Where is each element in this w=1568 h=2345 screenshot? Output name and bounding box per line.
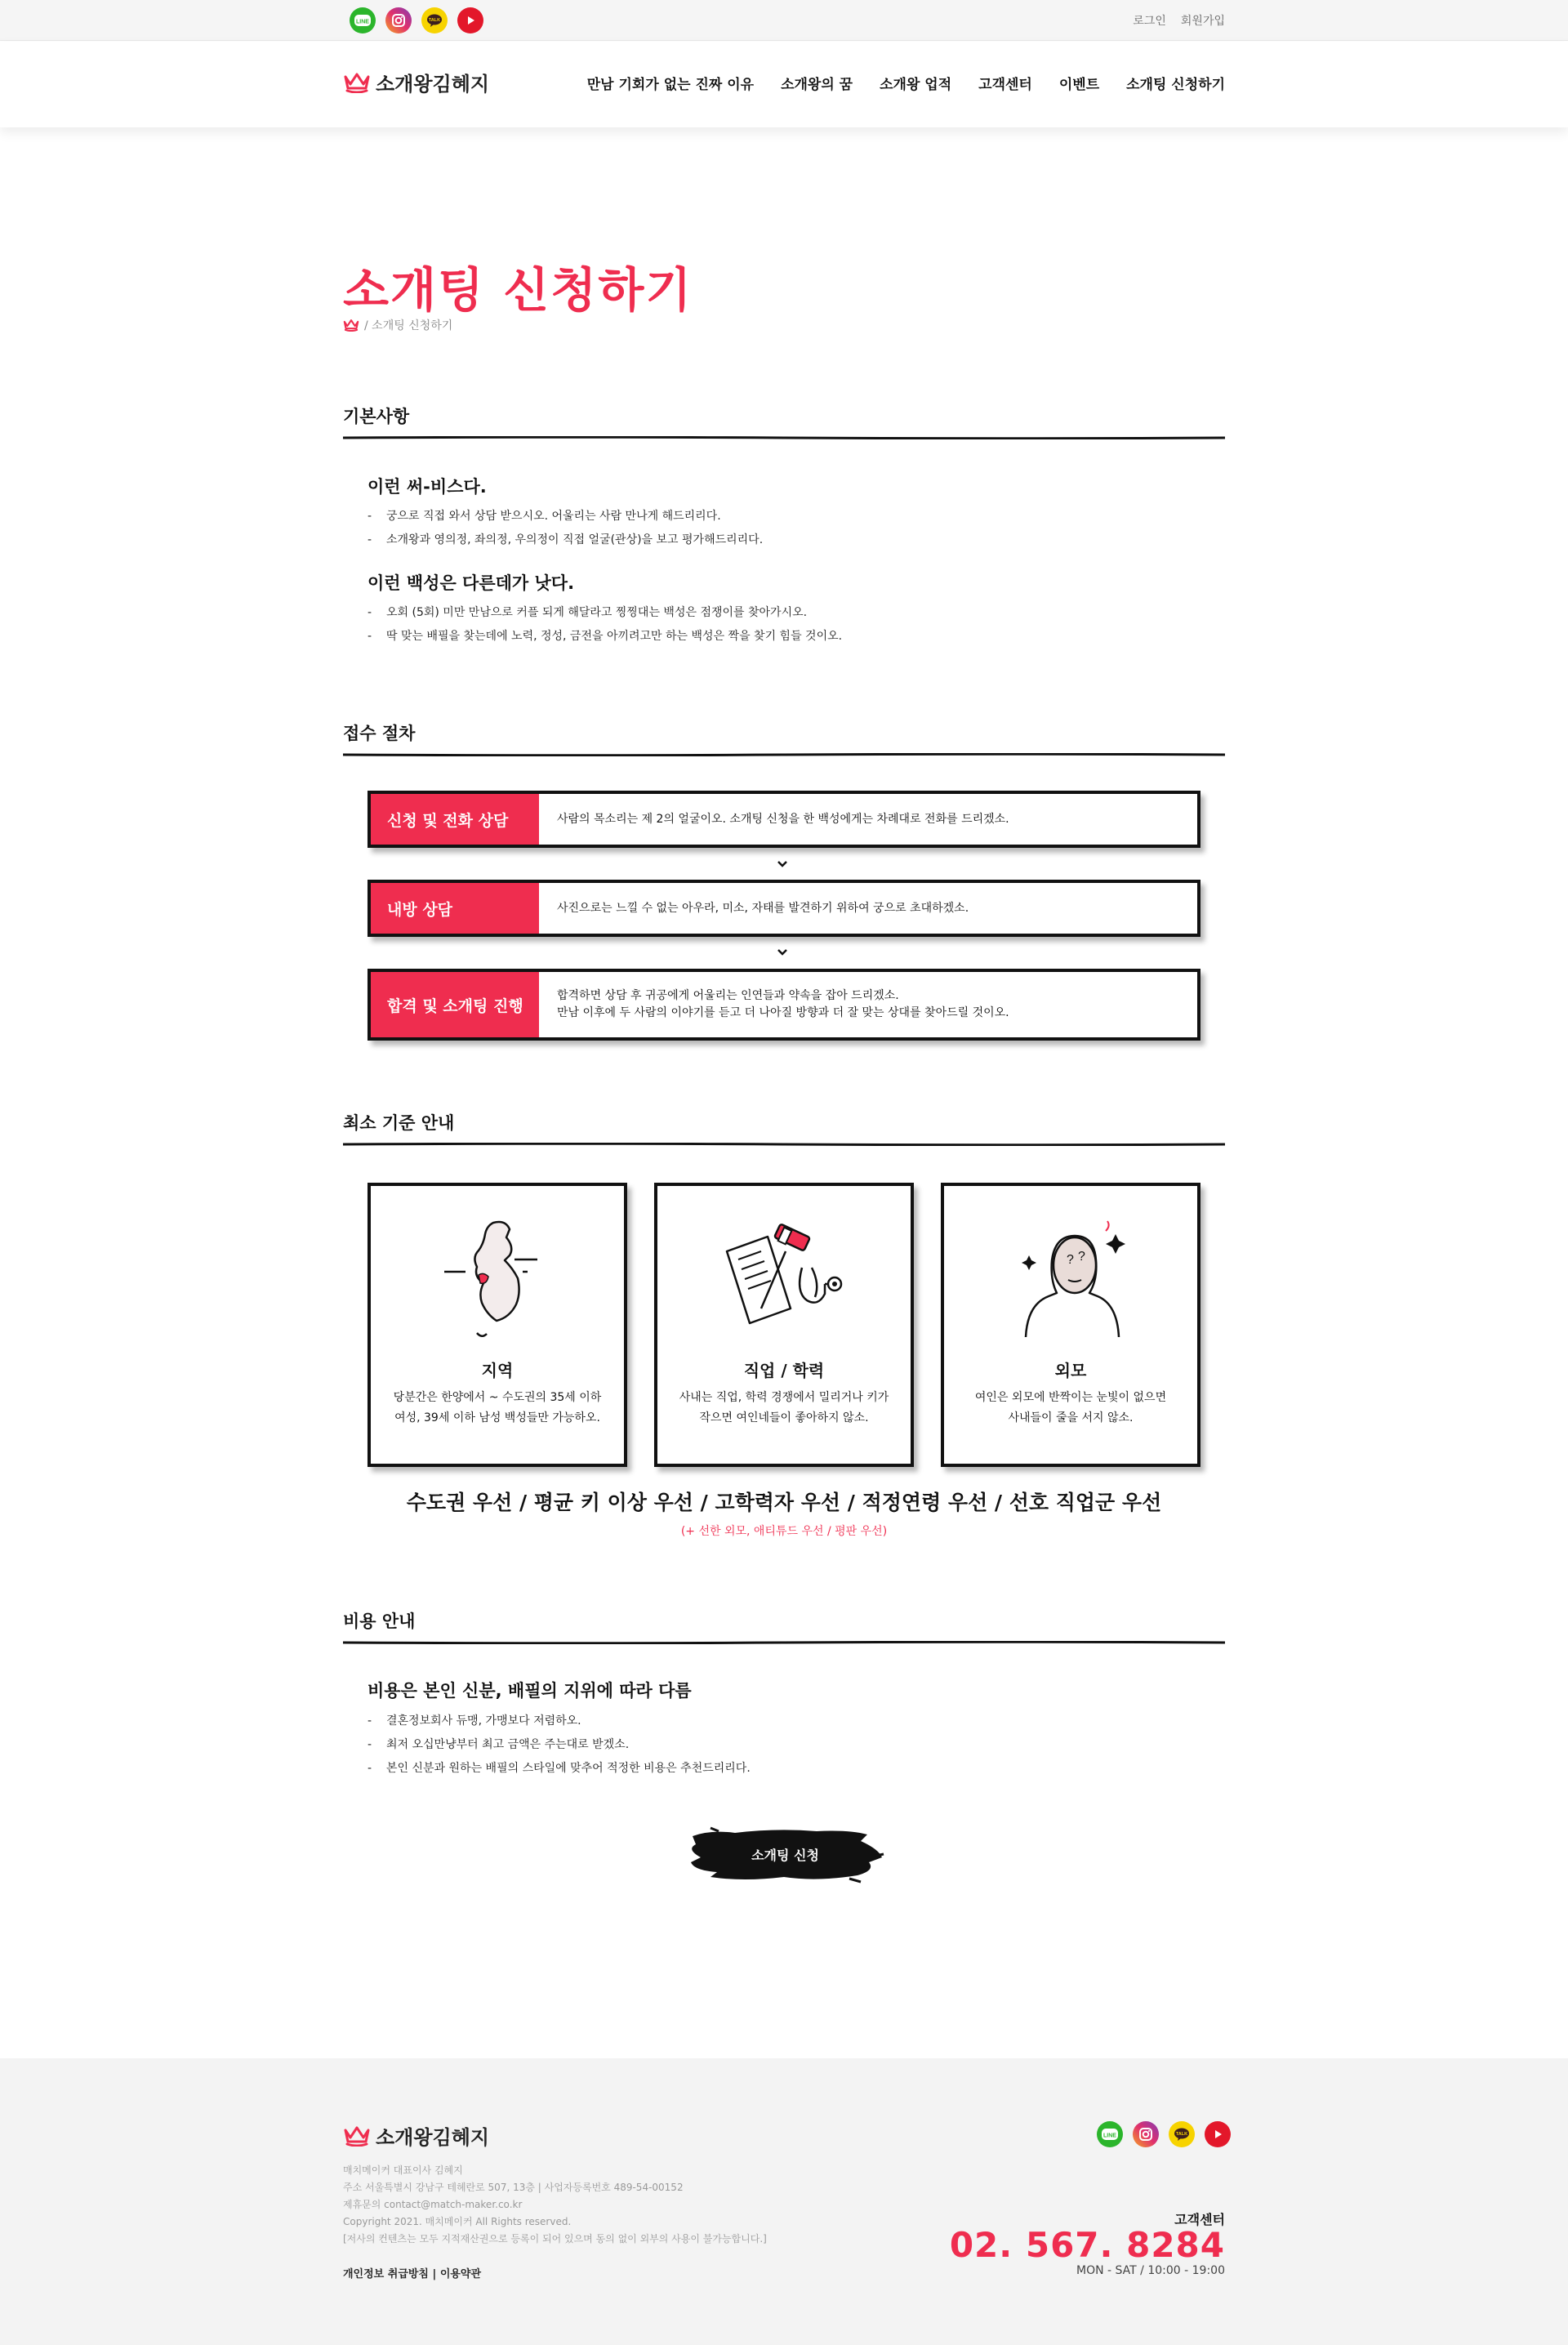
footer-logo[interactable] — [343, 2121, 489, 2150]
card-text-line: 사내는 직업, 학력 경쟁에서 밀리거나 키가 — [679, 1391, 889, 1404]
crown-icon — [343, 2125, 371, 2147]
page-title: 소개팅 신청하기 — [343, 262, 693, 318]
site-header — [0, 42, 1568, 127]
section-divider — [343, 1143, 1225, 1146]
list-item: - 최저 오십만냥부터 최고 금액은 주는대로 받겠소. — [368, 1733, 751, 1757]
process-step-3 — [368, 969, 1200, 1041]
card-title: 직업 / 학력 — [743, 1361, 825, 1380]
footer-link-separator: | — [429, 2268, 440, 2280]
kakaotalk-icon[interactable] — [1169, 2121, 1195, 2147]
breadcrumb-current: / 소개팅 신청하기 — [364, 319, 453, 332]
svg-text:LINE: LINE — [356, 19, 369, 25]
home-crown-icon[interactable] — [343, 319, 359, 332]
site-footer — [0, 2058, 1568, 2345]
login-link[interactable]: 로그인 — [1133, 15, 1166, 28]
card-text — [387, 1388, 608, 1429]
company-info-line: Copyright 2021. 매치메이커 All Rights reserved. — [343, 2216, 572, 2227]
card-text-line: 작으면 여인네들이 좋아하지 않소. — [699, 1411, 869, 1424]
instagram-icon[interactable] — [385, 7, 412, 33]
breadcrumb — [343, 317, 452, 333]
youtube-icon[interactable] — [1205, 2121, 1231, 2147]
signup-link[interactable]: 회원가입 — [1180, 15, 1225, 28]
terms-link[interactable]: 이용약관 — [439, 2268, 482, 2280]
footer-social-links — [1097, 2121, 1231, 2147]
step-description — [539, 794, 1197, 845]
svg-text:?: ? — [1078, 1250, 1085, 1264]
site-logo[interactable] — [343, 68, 489, 96]
korea-map-icon — [436, 1215, 559, 1345]
nav-item-event[interactable]: 이벤트 — [1058, 77, 1100, 93]
company-info-line: 매치메이커 대표이사 김혜지 — [343, 2164, 463, 2176]
list-item: - 오회 (5회) 미만 만남으로 커플 되게 해달라고 찡찡대는 백성은 점쟁이를 찾아가시오. — [368, 601, 842, 625]
section-divider — [343, 753, 1225, 756]
company-info-line: 주소 서울특별시 강남구 테헤란로 507, 13층 | 사업자등록번호 489-54-00152 — [343, 2182, 684, 2193]
chevron-down-icon — [776, 946, 789, 959]
main-nav — [587, 73, 1225, 93]
card-text-line: 여성, 39세 이하 남성 백성들만 가능하오. — [394, 1411, 600, 1424]
nav-item-real-reason[interactable]: 만남 기회가 없는 진짜 이유 — [586, 77, 755, 93]
company-info-line: 제휴문의 contact@match-maker.co.kr — [343, 2199, 523, 2210]
line-icon[interactable] — [350, 7, 376, 33]
step-description-line: 만남 이후에 두 사람의 이야기를 듣고 더 나아질 방향과 더 잘 맞는 상대를 찾아드릴 것이오. — [557, 1006, 1009, 1019]
svg-text:TALK: TALK — [428, 18, 441, 24]
customer-center-phone[interactable]: 02. 567. 8284 — [949, 2225, 1225, 2265]
card-title: 외모 — [1054, 1361, 1087, 1380]
nav-item-customer-center[interactable]: 고객센터 — [978, 77, 1032, 93]
section-divider — [343, 436, 1225, 439]
section-title-process: 접수 절차 — [343, 723, 416, 743]
step-description-line: 사람의 목소리는 제 2의 얼굴이오. 소개팅 신청을 한 백성에게는 차례대로 전화를 드리겠소. — [557, 812, 1009, 826]
svg-text:LINE: LINE — [1103, 2133, 1116, 2139]
company-info — [343, 2162, 767, 2248]
section-title-basics: 기본사항 — [343, 406, 410, 426]
footer-logo-text: 소개왕김혜지 — [376, 2126, 490, 2149]
company-info-line: [저사의 컨텐츠는 모두 지적재산권으로 등록이 되어 있으며 동의 없이 외부의 사용이 불가능합니다.] — [343, 2233, 767, 2245]
list-item: - 본인 신분과 원하는 배필의 스타일에 맞추어 적정한 비용은 추천드리리다. — [368, 1757, 751, 1781]
basics-heading-service: 이런 써-비스다. — [368, 477, 487, 497]
step-description — [539, 883, 1197, 934]
cost-list — [368, 1710, 751, 1781]
section-divider — [343, 1641, 1225, 1644]
basics-heading-not-for: 이런 백성은 다른데가 낫다. — [368, 573, 575, 593]
nav-item-apply[interactable]: 소개팅 신청하기 — [1126, 77, 1225, 93]
customer-center-hours: MON - SAT / 10:00 - 19:00 — [1076, 2264, 1225, 2277]
criteria-card-region — [368, 1183, 627, 1467]
step-label: 내방 상담 — [371, 883, 539, 934]
section-title-cost: 비용 안내 — [343, 1611, 416, 1631]
footer-policy-links — [343, 2265, 481, 2280]
list-item: - 결혼정보회사 듀맹, 가맹보다 저렴하오. — [368, 1710, 751, 1733]
svg-text:?: ? — [1067, 1253, 1074, 1267]
youtube-icon[interactable] — [457, 7, 483, 33]
top-bar — [0, 0, 1568, 41]
list-item: - 궁으로 직접 와서 상담 받으시오. 어울리는 사람 만나게 해드리리다. — [368, 505, 763, 528]
instagram-icon[interactable] — [1133, 2121, 1159, 2147]
apply-button[interactable] — [686, 1825, 884, 1884]
section-title-criteria: 최소 기준 안내 — [343, 1112, 455, 1133]
step-description-line: 합격하면 상담 후 귀공에게 어울리는 인연들과 약속을 잡아 드리겠소. — [557, 989, 899, 1002]
card-text-line: 여인은 외모에 반짝이는 눈빛이 없으면 — [974, 1391, 1167, 1404]
priority-sub: (+ 선한 외모, 애티튜드 우선 / 평판 우선) — [680, 1525, 888, 1538]
card-text-line: 당분간은 한양에서 ~ 수도권의 35세 이하 — [393, 1391, 602, 1404]
process-step-1 — [368, 791, 1200, 848]
criteria-card-job — [654, 1183, 914, 1467]
chevron-down-icon — [776, 858, 789, 871]
list-item: - 소개왕과 영의정, 좌의정, 우의정이 직접 얼굴(관상)을 보고 평가해드리리다. — [368, 528, 763, 552]
cost-heading: 비용은 본인 신분, 배필의 지위에 따라 다름 — [368, 1681, 692, 1701]
card-text-line: 사내들이 줄을 서지 않소. — [1008, 1411, 1134, 1424]
kakaotalk-icon[interactable] — [421, 7, 448, 33]
privacy-policy-link[interactable]: 개인정보 취급방침 — [343, 2268, 429, 2280]
svg-text:TALK: TALK — [1175, 2132, 1188, 2138]
basics-list-service — [368, 505, 763, 552]
customer-center-label: 고객센터 — [1174, 2212, 1225, 2227]
apply-button-label: 소개팅 신청 — [751, 1847, 819, 1863]
step-label: 합격 및 소개팅 진행 — [371, 972, 539, 1037]
step-description-line: 사진으로는 느낄 수 없는 아우라, 미소, 자태를 발견하기 위하여 궁으로 초대하겠소. — [557, 901, 969, 915]
document-gavel-stethoscope-icon — [710, 1219, 858, 1341]
logo-text: 소개왕김혜지 — [376, 73, 490, 96]
crown-icon — [343, 72, 371, 93]
list-item: - 딱 맞는 배필을 찾는데에 노력, 정성, 금전을 아끼려고만 하는 백성은 짝을 찾기 힘들 것이오. — [368, 625, 842, 649]
line-icon[interactable] — [1097, 2121, 1123, 2147]
criteria-card-appearance — [941, 1183, 1200, 1467]
nav-item-dream[interactable]: 소개왕의 꿈 — [781, 77, 853, 93]
card-title: 지역 — [481, 1361, 514, 1380]
card-text — [674, 1388, 894, 1429]
nav-item-achievements[interactable]: 소개왕 업적 — [880, 77, 952, 93]
step-description — [539, 972, 1197, 1037]
basics-list-not-for — [368, 601, 842, 649]
social-links — [350, 7, 483, 33]
process-step-2 — [368, 880, 1200, 937]
account-links — [1133, 12, 1225, 29]
priority-list: 수도권 우선 / 평균 키 이상 우선 / 고학력자 우선 / 적정연령 우선 / 선호 직업군 우선 — [406, 1491, 1162, 1514]
confused-person-icon — [1009, 1215, 1132, 1345]
step-label: 신청 및 전화 상담 — [371, 794, 539, 845]
card-text — [960, 1388, 1181, 1429]
